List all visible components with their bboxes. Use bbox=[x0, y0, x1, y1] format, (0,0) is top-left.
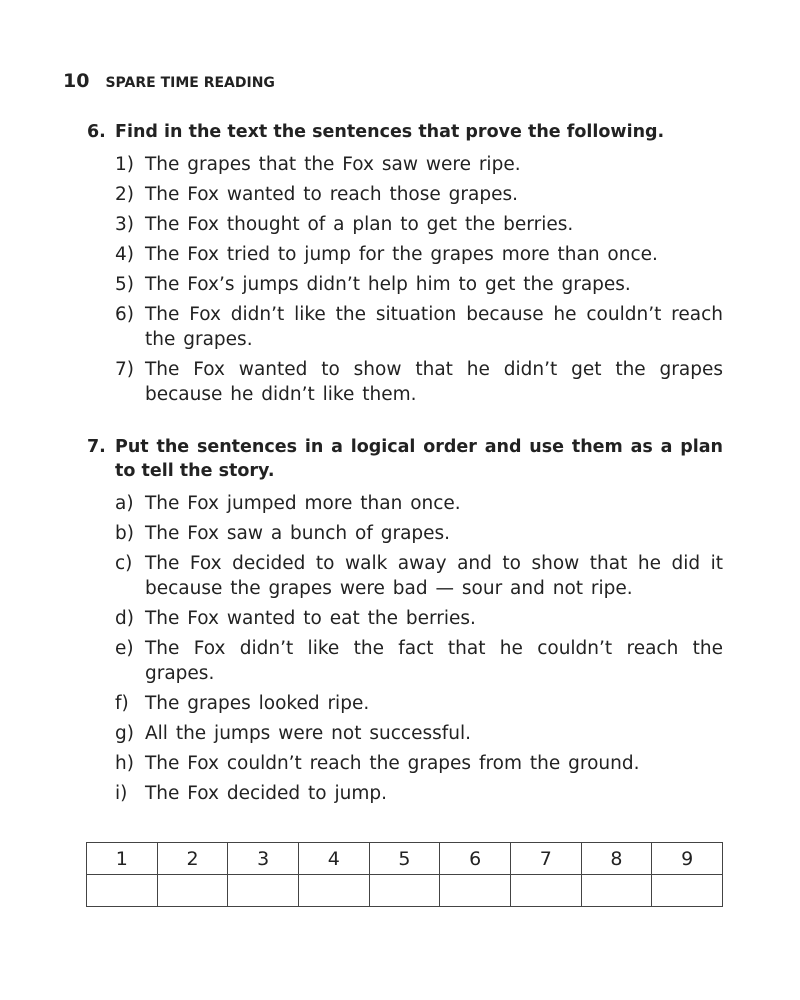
task-6-list bbox=[115, 152, 723, 407]
answer-cell[interactable] bbox=[369, 875, 440, 907]
answer-cell[interactable] bbox=[581, 875, 652, 907]
item-text: The Fox’s jumps didn’t help him to get the grapes. bbox=[145, 274, 631, 295]
answer-grid-answer-row bbox=[87, 875, 723, 907]
grid-header-cell: 4 bbox=[298, 843, 369, 875]
item-text: The grapes looked ripe. bbox=[145, 693, 370, 714]
page-number: 10 bbox=[63, 70, 90, 92]
grid-header-cell: 8 bbox=[581, 843, 652, 875]
list-item bbox=[115, 521, 723, 546]
task-7-heading bbox=[87, 435, 723, 483]
task-7-list bbox=[115, 491, 723, 806]
list-item bbox=[115, 302, 723, 352]
item-marker: 3) bbox=[115, 214, 134, 235]
list-item bbox=[115, 212, 723, 237]
grid-header-cell: 6 bbox=[440, 843, 511, 875]
item-marker: h) bbox=[115, 753, 134, 774]
list-item bbox=[115, 781, 723, 806]
item-marker: c) bbox=[115, 553, 133, 574]
item-marker: 4) bbox=[115, 244, 134, 265]
answer-grid-header-row bbox=[87, 843, 723, 875]
grid-header-cell: 1 bbox=[87, 843, 158, 875]
task-instruction: Put the sentences in a logical order and use them as a plan to tell the story. bbox=[115, 437, 723, 481]
grid-header-cell: 3 bbox=[228, 843, 299, 875]
item-text: The Fox decided to walk away and to show that he did it because the grapes were bad — sour and not ripe. bbox=[145, 553, 723, 599]
list-item bbox=[115, 182, 723, 207]
list-item bbox=[115, 551, 723, 601]
item-marker: 2) bbox=[115, 184, 134, 205]
answer-cell[interactable] bbox=[510, 875, 581, 907]
list-item bbox=[115, 357, 723, 407]
item-marker: 6) bbox=[115, 304, 134, 325]
item-marker: f) bbox=[115, 693, 129, 714]
task-6 bbox=[87, 120, 723, 412]
answer-cell[interactable] bbox=[652, 875, 723, 907]
answer-cell[interactable] bbox=[157, 875, 228, 907]
answer-cell[interactable] bbox=[228, 875, 299, 907]
answer-cell[interactable] bbox=[87, 875, 158, 907]
item-marker: a) bbox=[115, 493, 134, 514]
list-item bbox=[115, 636, 723, 686]
list-item bbox=[115, 272, 723, 297]
item-text: The Fox wanted to reach those grapes. bbox=[145, 184, 518, 205]
item-marker: g) bbox=[115, 723, 134, 744]
grid-header-cell: 7 bbox=[510, 843, 581, 875]
item-text: The Fox didn’t like the fact that he couldn’t reach the grapes. bbox=[145, 638, 723, 684]
list-item bbox=[115, 491, 723, 516]
list-item bbox=[115, 606, 723, 631]
task-7 bbox=[87, 435, 723, 811]
item-marker: b) bbox=[115, 523, 134, 544]
answer-cell[interactable] bbox=[298, 875, 369, 907]
list-item bbox=[115, 152, 723, 177]
item-text: The Fox jumped more than once. bbox=[145, 493, 461, 514]
list-item bbox=[115, 242, 723, 267]
list-item bbox=[115, 721, 723, 746]
list-item bbox=[115, 691, 723, 716]
answer-grid bbox=[86, 842, 723, 907]
item-marker: 5) bbox=[115, 274, 134, 295]
item-text: The Fox tried to jump for the grapes more than once. bbox=[145, 244, 658, 265]
item-text: The grapes that the Fox saw were ripe. bbox=[145, 154, 521, 175]
item-text: The Fox wanted to show that he didn’t get the grapes because he didn’t like them. bbox=[145, 359, 723, 405]
item-text: The Fox thought of a plan to get the berries. bbox=[145, 214, 574, 235]
item-marker: i) bbox=[115, 783, 128, 804]
item-marker: 7) bbox=[115, 359, 134, 380]
task-number: 7. bbox=[87, 437, 106, 457]
task-number: 6. bbox=[87, 122, 106, 142]
task-6-heading bbox=[87, 120, 723, 144]
item-text: The Fox wanted to eat the berries. bbox=[145, 608, 476, 629]
item-marker: 1) bbox=[115, 154, 134, 175]
item-marker: d) bbox=[115, 608, 134, 629]
item-marker: e) bbox=[115, 638, 134, 659]
grid-header-cell: 2 bbox=[157, 843, 228, 875]
page-header bbox=[63, 70, 275, 92]
list-item bbox=[115, 751, 723, 776]
grid-header-cell: 9 bbox=[652, 843, 723, 875]
item-text: The Fox saw a bunch of grapes. bbox=[145, 523, 451, 544]
item-text: The Fox didn’t like the situation because he couldn’t reach the grapes. bbox=[145, 304, 723, 350]
item-text: All the jumps were not successful. bbox=[145, 723, 471, 744]
item-text: The Fox decided to jump. bbox=[145, 783, 387, 804]
item-text: The Fox couldn’t reach the grapes from the ground. bbox=[145, 753, 640, 774]
book-title: SPARE TIME READING bbox=[105, 75, 275, 91]
grid-header-cell: 5 bbox=[369, 843, 440, 875]
answer-cell[interactable] bbox=[440, 875, 511, 907]
task-instruction: Find in the text the sentences that prove the following. bbox=[115, 122, 665, 142]
